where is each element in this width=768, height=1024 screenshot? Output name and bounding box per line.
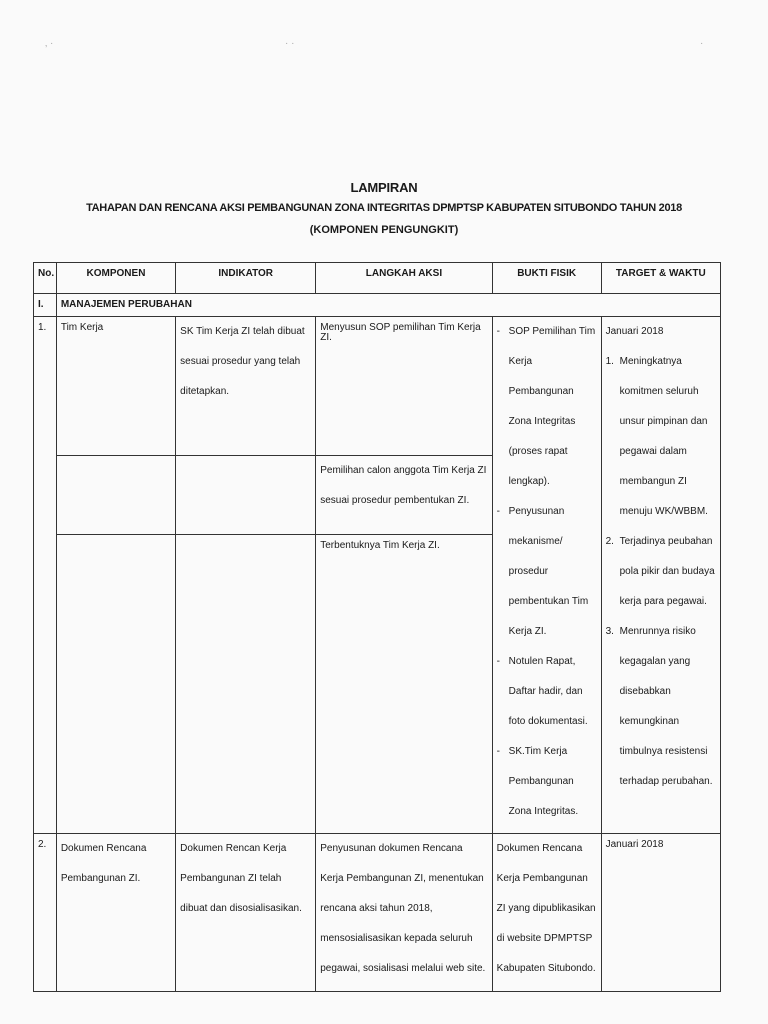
header-indikator: INDIKATOR [176, 263, 316, 294]
row-target: Januari 2018 [601, 834, 720, 992]
section-row [34, 294, 721, 317]
row-indikator: Dokumen Rencan Kerja Pembangunan ZI telah dibuat dan disosialisasikan. [176, 834, 316, 992]
row-langkah: Terbentuknya Tim Kerja ZI. [316, 535, 492, 834]
bukti-list [497, 317, 597, 827]
list-item: - SK.Tim Kerja Pembangunan Zona Integritas. [497, 737, 597, 827]
section-no: I. [34, 294, 57, 317]
row-target [601, 317, 720, 834]
row-langkah: Menyusun SOP pemilihan Tim Kerja ZI. [316, 317, 492, 456]
action-plan-table [33, 262, 721, 992]
table-row [34, 317, 721, 456]
list-item: 3. Menrunnya risiko kegagalan yang disebabkan kemungkinan timbulnya resistensi terhadap perubahan. [605, 626, 713, 787]
page-subtitle-2: (KOMPONEN PENGUNGKIT) [309, 224, 459, 236]
scan-artifact: ‚ · [45, 38, 54, 49]
page-title: LAMPIRAN [350, 180, 418, 195]
list-item: - Notulen Rapat, Daftar hadir, dan foto dokumentasi. [497, 647, 597, 737]
header-langkah-aksi: LANGKAH AKSI [316, 263, 492, 294]
row-indikator: SK Tim Kerja ZI telah dibuat sesuai prosedur yang telah ditetapkan. [176, 317, 316, 456]
table-header-row [34, 263, 721, 294]
header-bukti-fisik: BUKTI FISIK [492, 263, 601, 294]
row-no: 1. [34, 317, 57, 834]
list-item: 1. Meningkatnya komitmen seluruh unsur pimpinan dan pegawai dalam membangun ZI menuju WK/WBBM. [605, 356, 708, 517]
row-komponen: Tim Kerja [56, 317, 175, 456]
header-komponen: KOMPONEN [56, 263, 175, 294]
target-list [606, 347, 716, 797]
target-date: Januari 2018 [605, 326, 664, 337]
row-langkah: Pemilihan calon anggota Tim Kerja ZI sesuai prosedur pembentukan ZI. [316, 455, 492, 535]
row-bukti [492, 317, 601, 834]
list-item: - SOP Pemilihan Tim Kerja Pembangunan Zona Integritas (proses rapat lengkap). [497, 317, 597, 497]
header-target-waktu: TARGET & WAKTU [601, 263, 720, 294]
row-no: 2. [34, 834, 57, 992]
section-label: MANAJEMEN PERUBAHAN [56, 294, 720, 317]
page-subtitle: TAHAPAN DAN RENCANA AKSI PEMBANGUNAN ZONA INTEGRITAS DPMPTSP KABUPATEN SITUBONDO TAHUN 2018 [86, 202, 682, 214]
row-langkah: Penyusunan dokumen Rencana Kerja Pembangunan ZI, menentukan rencana aksi tahun 2018, mensosialisasikan kepada seluruh pegawai, sosialisasi melalui web site. [316, 834, 492, 992]
row-komponen: Dokumen Rencana Pembangunan ZI. [56, 834, 175, 992]
row-bukti: Dokumen Rencana Kerja Pembangunan ZI yang dipublikasikan di website DPMPTSP Kabupaten Situbondo. [492, 834, 601, 992]
list-item: - Penyusunan mekanisme/ prosedur pembentukan Tim Kerja ZI. [497, 497, 597, 647]
list-item: 2. Terjadinya peubahan pola pikir dan budaya kerja para pegawai. [605, 536, 715, 607]
scan-artifact: · · [285, 38, 295, 49]
table-row [34, 834, 721, 992]
scan-artifact: · [700, 38, 704, 49]
header-no: No. [34, 263, 57, 294]
